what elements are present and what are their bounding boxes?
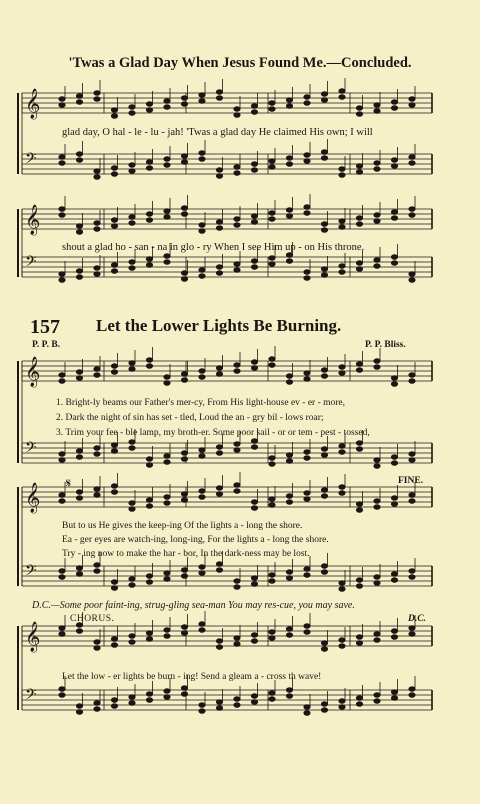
page-title: 'Twas a Glad Day When Jesus Found Me.—Concluded. <box>68 55 412 71</box>
svg-text:𝄢: 𝄢 <box>25 562 37 583</box>
hymn-title: Let the Lower Lights Be Burning. <box>96 316 342 335</box>
verse-3-line-a: 3. Trim your fee - ble lamp, my broth-er. Some poor sail - or or tem - pest - tossed, <box>56 428 370 438</box>
verse-3-line-b: Try - ing now to make the har - bor, In the dark-ness may be lost. <box>62 549 310 559</box>
verse-1-line-b: But to us He gives the keep-ing Of the lights a - long the shore. <box>62 521 303 531</box>
svg-text:𝄢: 𝄢 <box>25 686 37 707</box>
svg-text:𝄞: 𝄞 <box>25 357 41 387</box>
svg-text:𝄞: 𝄞 <box>25 205 41 235</box>
svg-text:𝄢: 𝄢 <box>25 253 37 274</box>
svg-text:𝄞: 𝄞 <box>25 622 41 652</box>
verse-2-line-a: 2. Dark the night of sin has set - tled, Loud the an - gry bil - lows roar; <box>56 413 324 423</box>
hymn-number: 157 <box>30 316 60 338</box>
dc-lyric-line: D.C.—Some poor faint-ing, strug-gling sea-man You may res-cue, you may save. <box>32 600 355 611</box>
svg-text:𝄢: 𝄢 <box>25 439 37 460</box>
words-credit: P. P. B. <box>32 340 61 350</box>
svg-text:𝄞: 𝄞 <box>25 483 41 513</box>
svg-text:𝄢: 𝄢 <box>25 150 37 171</box>
lyric-line-2: shout a glad ho - san - na in glo - ry When I see Him up - on His throne. <box>62 242 365 253</box>
svg-text:𝄞: 𝄞 <box>25 89 41 119</box>
verse-2-line-b: Ea - ger eyes are watch-ing, long-ing, For the lights a - long the shore. <box>62 535 329 545</box>
dc-mark: D.C. <box>408 614 426 624</box>
segno-mark: 𝄋 <box>66 476 72 490</box>
verse-1-line-a: 1. Bright-ly beams our Father's mer-cy, From His light-house ev - er - more, <box>56 398 346 408</box>
music-credit: P. P. Bliss. <box>365 340 406 350</box>
fine-mark: FINE. <box>398 476 424 486</box>
chorus-lyric-line: Let the low - er lights be burn - ing! Send a gleam a - cross th wave! <box>62 672 322 682</box>
lyric-line-1: glad day, O hal - le - lu - jah! 'Twas a glad day He claimed His own; I will <box>62 127 373 138</box>
chorus-label: CHORUS. <box>70 614 115 624</box>
